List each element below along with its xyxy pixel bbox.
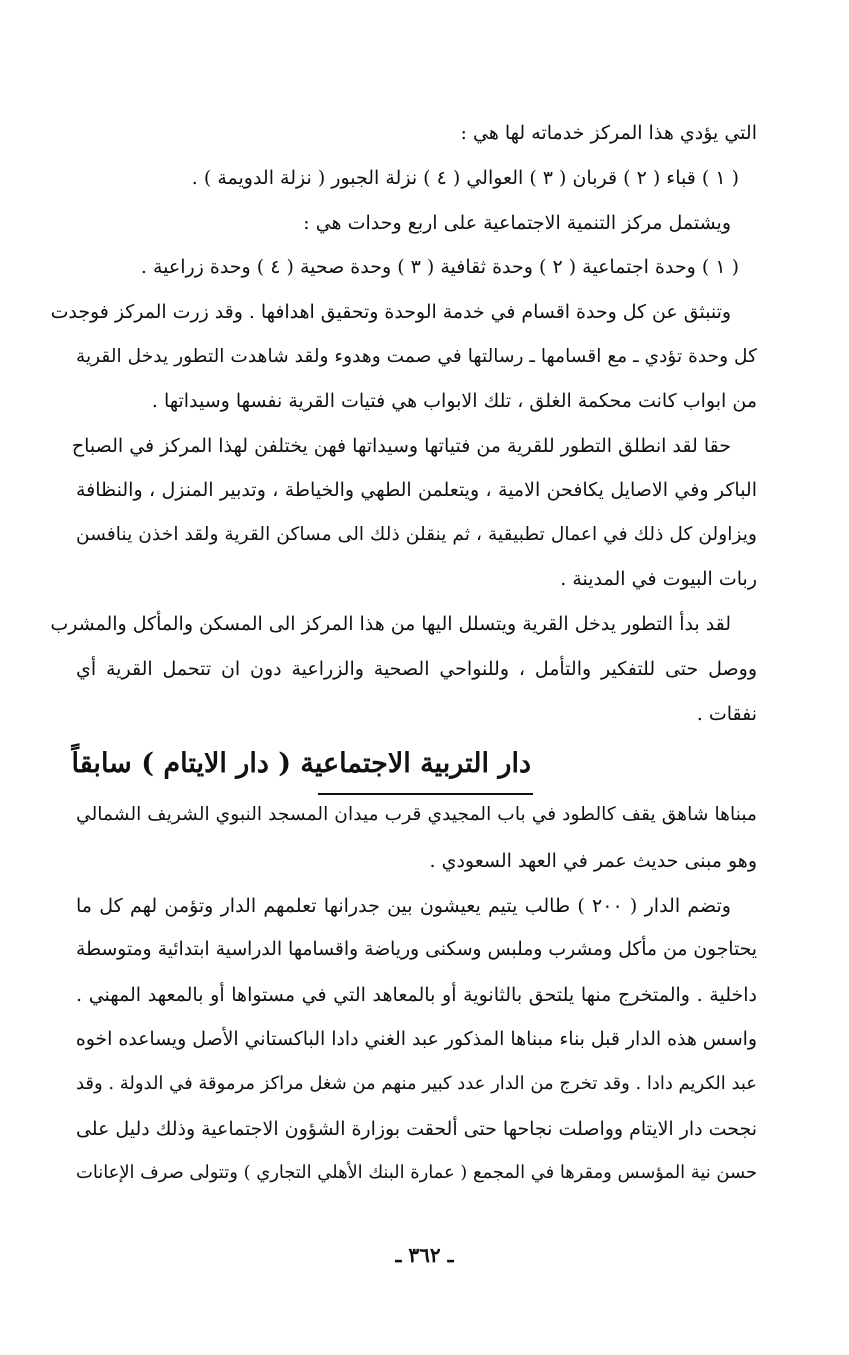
text-line: وهو مبنى حديث عمر في العهد السعودي .	[429, 850, 757, 872]
text-line: كل وحدة تؤدي ـ مع اقسامها ـ رسالتها في صمت وهدوء ولقد شاهدت التطور يدخل القرية	[76, 346, 757, 367]
text-line: وتضم الدار ( ٢٠٠ ) طالب يتيم يعيشون بين جدرانها تعلمهم الدار وتؤمن لهم كل ما	[76, 895, 731, 917]
text-line: يحتاجون من مأكل ومشرب وملبس وسكنى ورياضة واقسامها الدراسية ابتدائية ومتوسطة	[76, 939, 757, 960]
text-line: الباكر وفي الاصايل يكافحن الامية ، ويتعلمن الطهي والخياطة ، وتدبير المنزل ، والنظافة	[76, 479, 757, 501]
text-line: من ابواب كانت محكمة الغلق ، تلك الابواب هي فتيات القرية نفسها وسيداتها .	[151, 390, 757, 412]
text-line: ويشتمل مركز التنمية الاجتماعية على اربع وحدات هي :	[303, 212, 731, 234]
text-line: ووصل حتى للتفكير والتأمل ، وللنواحي الصحية والزراعية دون ان تتحمل القرية أي	[76, 658, 757, 680]
list-line: ( ١ ) قباء ( ٢ ) قربان ( ٣ ) العوالي ( ٤ ) نزلة الجبور ( نزلة الدويمة ) .	[191, 167, 739, 189]
text-line: لقد بدأ التطور يدخل القرية ويتسلل اليها من هذا المركز الى المسكن والمأكل والمشرب	[50, 613, 731, 635]
text-line: ربات البيوت في المدينة .	[560, 568, 757, 590]
text-line: مبناها شاهق يقف كالطود في باب المجيدي قرب ميدان المسجد النبوي الشريف الشمالي	[76, 804, 757, 825]
text-line: داخلية . والمتخرج منها يلتحق بالثانوية أو بالمعاهد التي في مستواها أو بالمعهد المهني .	[76, 984, 757, 1006]
page-number: ـ ٣٦٢ ـ	[395, 1243, 454, 1267]
section-heading: دار التربية الاجتماعية ( دار الايتام ) سابقاً	[71, 748, 531, 779]
text-line: حقا لقد انطلق التطور للقرية من فتياتها وسيداتها فهن يختلفن لهذا المركز في الصباح	[71, 435, 731, 457]
text-line: ويزاولن كل ذلك في اعمال تطبيقية ، ثم ينقلن ذلك الى مساكن القرية ولقد اخذن ينافسن	[75, 524, 757, 545]
text-line: وتنبثق عن كل وحدة اقسام في خدمة الوحدة وتحقيق اهدافها . وقد زرت المركز فوجدت	[50, 301, 731, 323]
text-line: نفقات .	[696, 703, 757, 725]
text-line: عبد الكريم دادا . وقد تخرج من الدار عدد كبير منهم من شغل مراكز مرموقة في الدولة . وقد	[76, 1073, 757, 1094]
list-line: ( ١ ) وحدة اجتماعية ( ٢ ) وحدة ثقافية ( ٣ ) وحدة صحية ( ٤ ) وحدة زراعية .	[140, 256, 739, 278]
text-line: التي يؤدي هذا المركز خدماته لها هي :	[460, 122, 757, 144]
heading-underline	[318, 793, 533, 795]
text-line: واسس هذه الدار قبل بناء مبناها المذكور عبد الغني دادا الباكستاني الأصل ويساعده اخوه	[75, 1028, 757, 1050]
text-line: نجحت دار الايتام وواصلت نجاحها حتى ألحقت بوزارة الشؤون الاجتماعية وذلك دليل على	[76, 1118, 757, 1140]
text-line: حسن نية المؤسس ومقرها في المجمع ( عمارة البنك الأهلي التجاري ) وتتولى صرف الإعانات	[76, 1162, 757, 1183]
